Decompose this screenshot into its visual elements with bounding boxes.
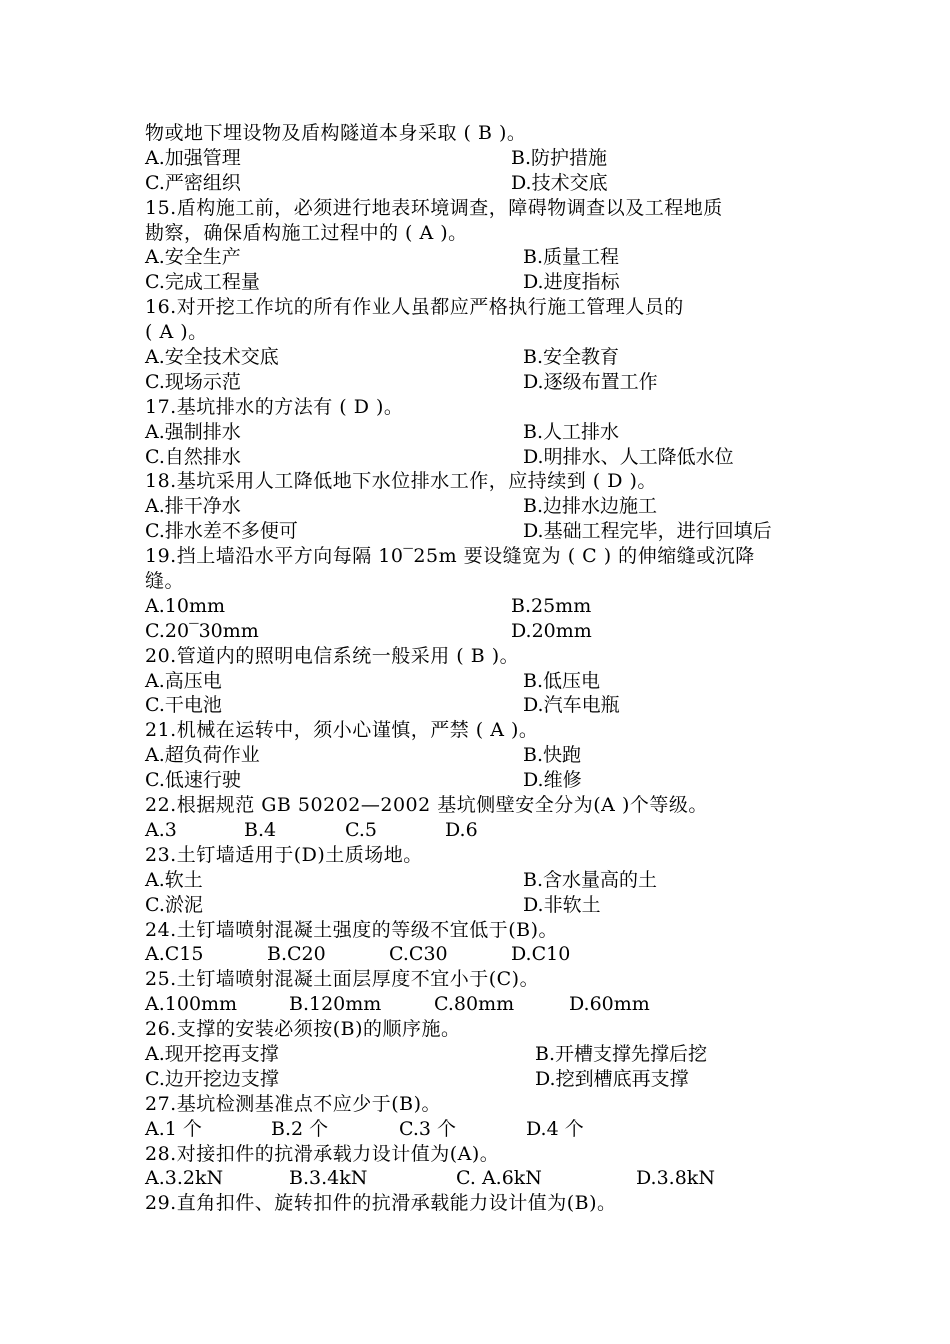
option-text: B.C20	[267, 943, 326, 966]
option-text: C.现场示范	[145, 370, 241, 393]
option-text: B.低压电	[523, 669, 601, 692]
option-row	[145, 494, 825, 519]
option-text: D.20mm	[511, 619, 592, 642]
option-row	[145, 893, 825, 918]
option-text: A.软土	[145, 868, 203, 891]
option-text: C.完成工程量	[145, 271, 260, 294]
option-text: D.技术交底	[511, 171, 608, 194]
option-text: A.超负荷作业	[145, 744, 260, 767]
option-row	[145, 1166, 825, 1191]
question-line: 勘察，确保盾构施工过程中的 ( A )。	[145, 221, 468, 244]
option-text: B.开槽支撑先撑后挖	[535, 1042, 708, 1065]
option-text: A.排干净水	[145, 495, 241, 518]
option-text: B.含水量高的土	[523, 868, 658, 891]
option-text: D.进度指标	[523, 271, 620, 294]
question-line: 25.土钉墙喷射混凝土面层厚度不宜小于(C)。	[145, 968, 540, 991]
option-text: C. A.6kN	[456, 1167, 542, 1190]
option-text: C.排水差不多便可	[145, 520, 298, 543]
option-text: B.快跑	[523, 744, 582, 767]
option-text: D.挖到槽底再支撑	[535, 1067, 689, 1090]
option-text: A.现开挖再支撑	[145, 1042, 279, 1065]
question-line: ( A )。	[145, 321, 208, 344]
option-text: D.维修	[523, 769, 582, 792]
option-text: B.边排水边施工	[523, 495, 658, 518]
option-row	[145, 992, 825, 1017]
option-text: A.安全技术交底	[145, 346, 279, 369]
option-row	[145, 519, 825, 544]
question-line: 28.对接扣件的抗滑承载力设计值为(A)。	[145, 1142, 500, 1165]
option-text: A.3.2kN	[145, 1167, 224, 1190]
option-text: A.加强管理	[145, 146, 241, 169]
option-text: C.边开挖边支撑	[145, 1067, 279, 1090]
question-line: 17.基坑排水的方法有 ( D )。	[145, 395, 404, 418]
option-row	[145, 743, 825, 768]
option-row	[145, 445, 825, 470]
option-text: D.C10	[511, 943, 571, 966]
option-row	[145, 768, 825, 793]
option-text: C.严密组织	[145, 171, 241, 194]
option-text: D.明排水、人工降低水位	[523, 445, 734, 468]
question-line: 15.盾构施工前，必须进行地表环境调查，障碍物调查以及工程地质	[145, 196, 723, 219]
option-text: C.20‾30mm	[145, 619, 259, 642]
option-text: C.5	[345, 818, 377, 841]
option-text: C.淤泥	[145, 893, 203, 916]
option-row	[145, 420, 825, 445]
question-line: 24.土钉墙喷射混凝土强度的等级不宜低于(B)。	[145, 918, 559, 941]
option-text: D.非软土	[523, 893, 601, 916]
question-line: 26.支撑的安装必须按(B)的顺序施。	[145, 1018, 461, 1041]
option-text: C.C30	[389, 943, 448, 966]
option-text: B.人工排水	[523, 420, 620, 443]
question-line: 29.直角扣件、旋转扣件的抗滑承载能力设计值为(B)。	[145, 1192, 617, 1215]
option-text: B.25mm	[511, 594, 592, 617]
option-row	[145, 270, 825, 295]
option-row	[145, 370, 825, 395]
option-text: B.防护措施	[511, 146, 608, 169]
option-text: A.安全生产	[145, 246, 241, 269]
option-row	[145, 594, 825, 619]
option-row	[145, 693, 825, 718]
option-text: B.2 个	[271, 1117, 329, 1140]
option-text: C.干电池	[145, 694, 222, 717]
option-row	[145, 818, 825, 843]
option-text: A.高压电	[145, 669, 222, 692]
option-text: C.80mm	[434, 993, 515, 1016]
option-row	[145, 146, 825, 171]
option-row	[145, 619, 825, 644]
option-row	[145, 1067, 825, 1092]
option-row	[145, 171, 825, 196]
option-text: D.3.8kN	[636, 1167, 715, 1190]
option-text: A.10mm	[145, 594, 225, 617]
question-line: 23.土钉墙适用于(D)土质场地。	[145, 843, 423, 866]
option-text: A.C15	[145, 943, 204, 966]
question-line: 21.机械在运转中，须小心谨慎，严禁 ( A )。	[145, 719, 539, 742]
option-text: C.低速行驶	[145, 769, 241, 792]
option-row	[145, 868, 825, 893]
option-row	[145, 245, 825, 270]
question-line: 18.基坑采用人工降低地下水位排水工作，应持续到 ( D )。	[145, 470, 657, 493]
option-row	[145, 942, 825, 967]
question-line: 20.管道内的照明电信系统一般采用 ( B )。	[145, 644, 520, 667]
question-line: 物或地下埋设物及盾构隧道本身采取 ( B )。	[145, 122, 527, 144]
question-line: 19.挡上墙沿水平方向每隔 10‾25m 要设缝宽为 ( C ) 的伸缩缝或沉降	[145, 545, 755, 568]
option-text: A.3	[145, 818, 177, 841]
option-text: D.汽车电瓶	[523, 694, 620, 717]
option-text: B.3.4kN	[289, 1167, 368, 1190]
question-line: 22.根据规范 GB 50202—2002 基坑侧壁安全分为(A )个等级。	[145, 794, 708, 817]
option-text: D.4 个	[526, 1117, 584, 1140]
option-row	[145, 1117, 825, 1142]
option-row	[145, 1042, 825, 1067]
option-text: A.100mm	[145, 993, 238, 1016]
option-text: D.基础工程完毕，进行回填后	[523, 520, 772, 543]
question-line: 27.基坑检测基准点不应少于(B)。	[145, 1092, 442, 1115]
option-text: A.强制排水	[145, 420, 241, 443]
option-text: D.逐级布置工作	[523, 370, 658, 393]
option-text: B.质量工程	[523, 246, 620, 269]
option-text: B.4	[244, 818, 277, 841]
option-text: C.自然排水	[145, 445, 241, 468]
option-text: B.安全教育	[523, 346, 620, 369]
option-row	[145, 345, 825, 370]
option-text: C.3 个	[399, 1117, 457, 1140]
option-text: A.1 个	[145, 1117, 202, 1140]
option-text: B.120mm	[289, 993, 382, 1016]
option-text: D.6	[445, 818, 478, 841]
question-line: 16.对开挖工作坑的所有作业人虽都应严格执行施工管理人员的	[145, 296, 684, 319]
question-list	[145, 121, 825, 1216]
option-text: D.60mm	[569, 993, 650, 1016]
option-row	[145, 669, 825, 694]
question-line: 缝。	[145, 570, 185, 593]
